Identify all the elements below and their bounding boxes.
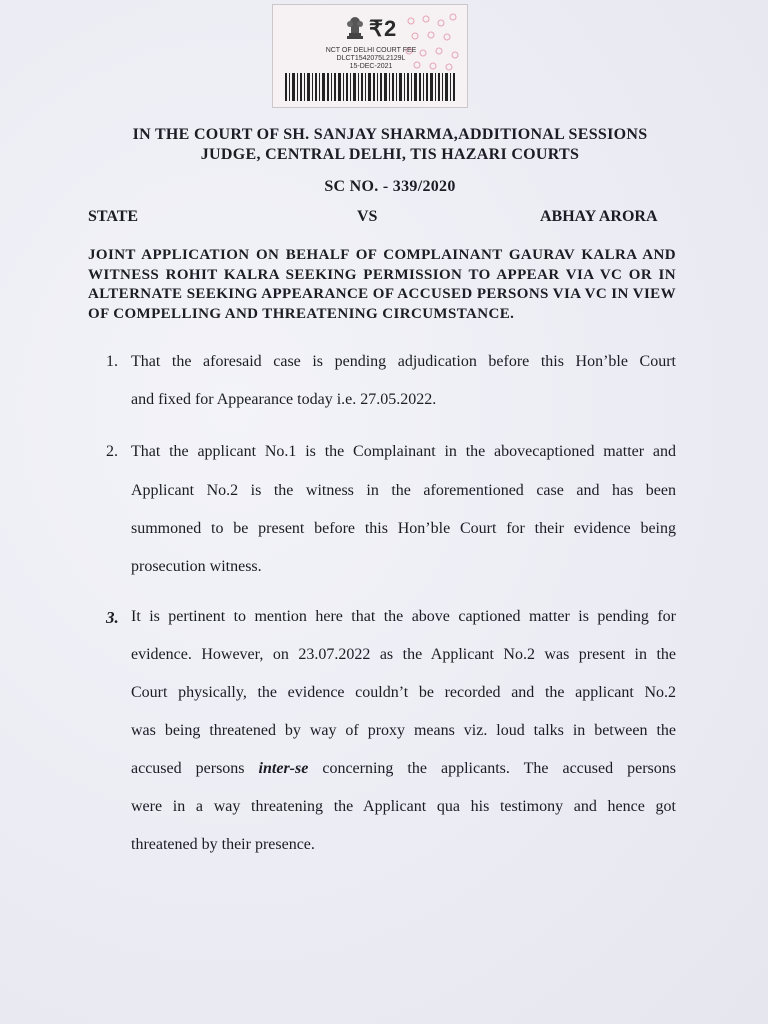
paragraph-line-emphasis: [131, 760, 676, 778]
case-number: SC NO. - 339/2020: [324, 178, 456, 195]
paragraph-number: 3.: [106, 608, 119, 627]
paragraph-line: [131, 798, 676, 816]
court-fee-stamp: [272, 4, 468, 108]
paragraph-line: It is pertinent to mention here that the above captioned matter is pending for: [131, 608, 676, 625]
stamp-denomination: ₹2: [369, 16, 398, 41]
party-accused: ABHAY ARORA: [540, 208, 658, 225]
paragraph-line: and fixed for Appearance today i.e. 27.05.2022.: [131, 391, 437, 408]
paragraph-line: That the applicant No.1 is the Complainant in the abovecaptioned matter and: [131, 443, 676, 460]
party-state: STATE: [88, 208, 139, 225]
stamp-barcode: [285, 73, 457, 101]
court-title-line-1: IN THE COURT OF SH. SANJAY SHARMA,ADDITIONAL SESSIONS: [132, 126, 648, 143]
court-title-line-2: JUDGE, CENTRAL DELHI, TIS HAZARI COURTS: [200, 146, 580, 163]
application-subject: JOINT APPLICATION ON BEHALF OF COMPLAINANT GAURAV KALRA AND WITNESS ROHIT KALRA SEEKING PERMISSION TO APPEAR VIA VC OR IN ALTERNATE SEEKING APPEARANCE OF ACCUSED PERSONS VIA VC IN VIEW OF COMPELLING AND THREATENING CIRCUMSTANCE.: [88, 247, 676, 322]
parties-row: [0, 208, 768, 230]
paragraph-line: Court physically, the evidence couldn’t be recorded and the applicant No.2: [131, 684, 676, 701]
versus-label: VS: [357, 208, 378, 225]
text-fragment: concerning the applicants. The accused persons: [322, 760, 677, 777]
national-emblem-icon: [345, 15, 365, 41]
paragraph-line: was being threatened by way of proxy means viz. loud talks in between the: [131, 722, 676, 739]
emphasized-term: inter-se: [258, 760, 309, 777]
stamp-date: 15-DEC-2021: [349, 63, 393, 70]
paragraph-line: evidence. However, on 23.07.2022 as the Applicant No.2 was present in the: [131, 646, 676, 663]
stamp-serial: DLCT1542075L2129L: [336, 55, 406, 62]
paragraph-line: prosecution witness.: [131, 558, 262, 575]
paragraph-line: Applicant No.2 is the witness in the aforementioned case and has been: [131, 482, 676, 499]
paragraph-line: threatened by their presence.: [131, 836, 315, 853]
stamp-issuer: NCT OF DELHI COURT FEE: [325, 47, 417, 54]
paragraph-number: 2.: [106, 443, 118, 460]
paragraph-line: That the aforesaid case is pending adjudication before this Hon’ble Court: [131, 353, 676, 370]
text-fragment: accused persons: [131, 760, 245, 777]
paragraph-number: 1.: [106, 353, 118, 370]
paragraph-line: summoned to be present before this Hon’ble Court for their evidence being: [131, 520, 676, 537]
text-fragment: threatening the Applicant qua his testimony and hence got: [251, 798, 676, 815]
text-fragment: were in a way: [131, 798, 241, 815]
